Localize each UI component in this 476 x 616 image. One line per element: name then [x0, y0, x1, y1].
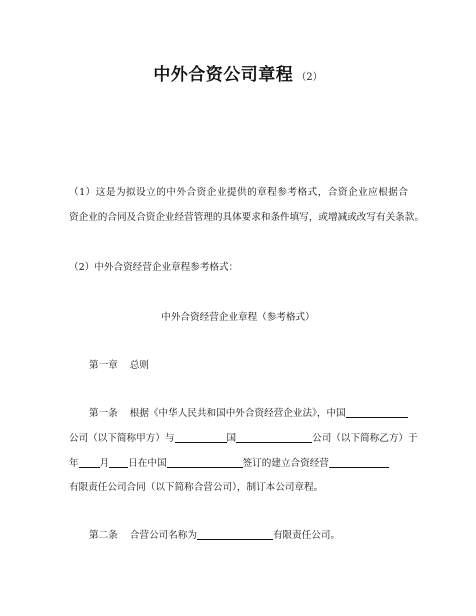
- blank-year: [79, 456, 100, 468]
- article-1-line-1: [89, 406, 408, 421]
- blank-country: [175, 431, 227, 443]
- title-text: 中外合资公司章程: [153, 65, 294, 85]
- chapter-number: 第一章: [89, 360, 118, 371]
- document-title: [0, 60, 476, 85]
- article-2: [89, 528, 408, 543]
- article-1-text-3c: 日在中国: [128, 458, 167, 469]
- article-1-line-4: 有限责任公司合同（以下简称合营公司），制订本公司章程。: [69, 482, 324, 493]
- blank-month: [109, 456, 128, 468]
- blank-party-b: [236, 431, 312, 443]
- note-1-line-2: 资企业的合同及合资企业经营管理的具体要求和条件填写，或增减或改写有关条款。: [69, 212, 424, 223]
- article-1-text-2c: 公司（以下简称乙方）于: [312, 433, 418, 444]
- blank-party-a: [346, 406, 408, 418]
- article-2-label: 第二条: [89, 530, 118, 541]
- chapter-name: 总则: [129, 360, 149, 371]
- blank-place: [167, 456, 243, 468]
- chapter-heading: [89, 359, 408, 373]
- article-1-label: 第一条: [89, 408, 118, 419]
- article-1-text-2b: 国: [226, 433, 237, 444]
- article-2-text-a: 合营公司名称为: [129, 530, 197, 541]
- note-2: （2）中外合资经营企业章程参考格式：: [69, 262, 239, 273]
- title-number: （2）: [296, 72, 323, 83]
- article-1-line-3: [69, 456, 408, 471]
- article-1-text-3a: 年: [69, 458, 79, 469]
- blank-company-name: [197, 528, 273, 540]
- article-2-text-b: 有限责任公司。: [272, 530, 341, 541]
- article-1-text-1: 根据《中华人民共和国中外合资经营企业法》，中国: [129, 408, 346, 419]
- blank-jv-name: [329, 456, 389, 468]
- article-1-line-2: [69, 431, 418, 446]
- article-1-text-2a: 公司（以下简称甲方）与: [69, 433, 175, 444]
- article-1-text-3d: 签订的建立合资经营: [242, 458, 329, 469]
- sample-subtitle: 中外合资经营企业章程（参考格式）: [161, 312, 315, 323]
- article-1-text-3b: 月: [99, 458, 110, 469]
- note-1-line-1: （1）这是为拟设立的中外合资企业提供的章程参考格式，合资企业应根据合: [69, 187, 408, 198]
